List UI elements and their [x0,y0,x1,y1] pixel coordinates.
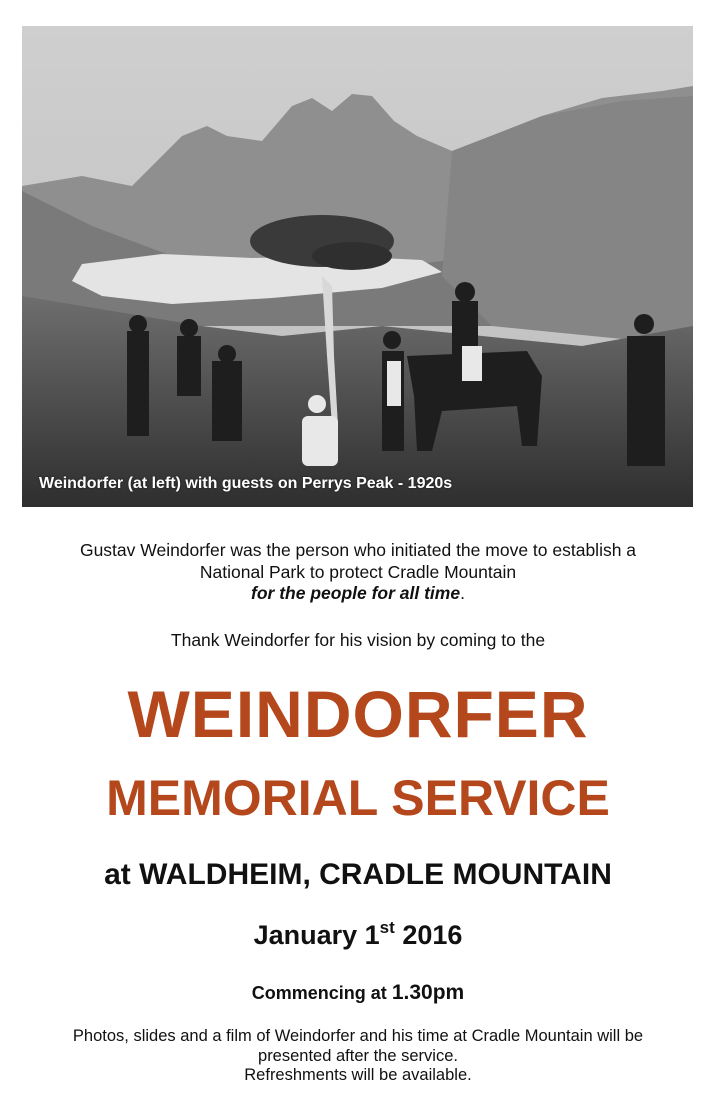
intro-line-3 [0,583,716,605]
footer-notes [0,1027,716,1086]
intro-emphasis: for the people for all time [251,583,461,603]
intro-emphasis-end: . [460,583,465,603]
event-title-service: MEMORIAL SERVICE [106,770,610,826]
event-title-name: WEINDORFER [127,677,589,751]
footer-line-2: presented after the service. [258,1046,458,1065]
historic-photo [22,26,693,507]
date-ordinal-suffix: st [379,918,395,937]
footer-line-1: Photos, slides and a film of Weindorfer and his time at Cradle Mountain will be [72,1027,644,1045]
commence-label: Commencing at [251,983,387,1003]
mountain-scene-illustration [22,26,693,507]
date-year: 2016 [402,920,463,950]
event-start-time [0,981,716,1005]
photo-caption: Weindorfer (at left) with guests on Perrys Peak - 1920s [39,475,453,492]
commence-time: 1.30pm [391,981,465,1004]
intro-line-1: Gustav Weindorfer was the person who initiated the move to establish a [79,540,637,560]
footer-line-3: Refreshments will be available. [244,1066,472,1084]
event-venue: at WALDHEIM, CRADLE MOUNTAIN [104,858,612,891]
event-date [0,920,716,951]
intro-line-2: National Park to protect Cradle Mountain [199,561,517,582]
invite-line: Thank Weindorfer for his vision by coming to the [170,630,546,650]
date-month-day: January 1 [253,920,380,950]
intro-paragraph [0,540,716,605]
